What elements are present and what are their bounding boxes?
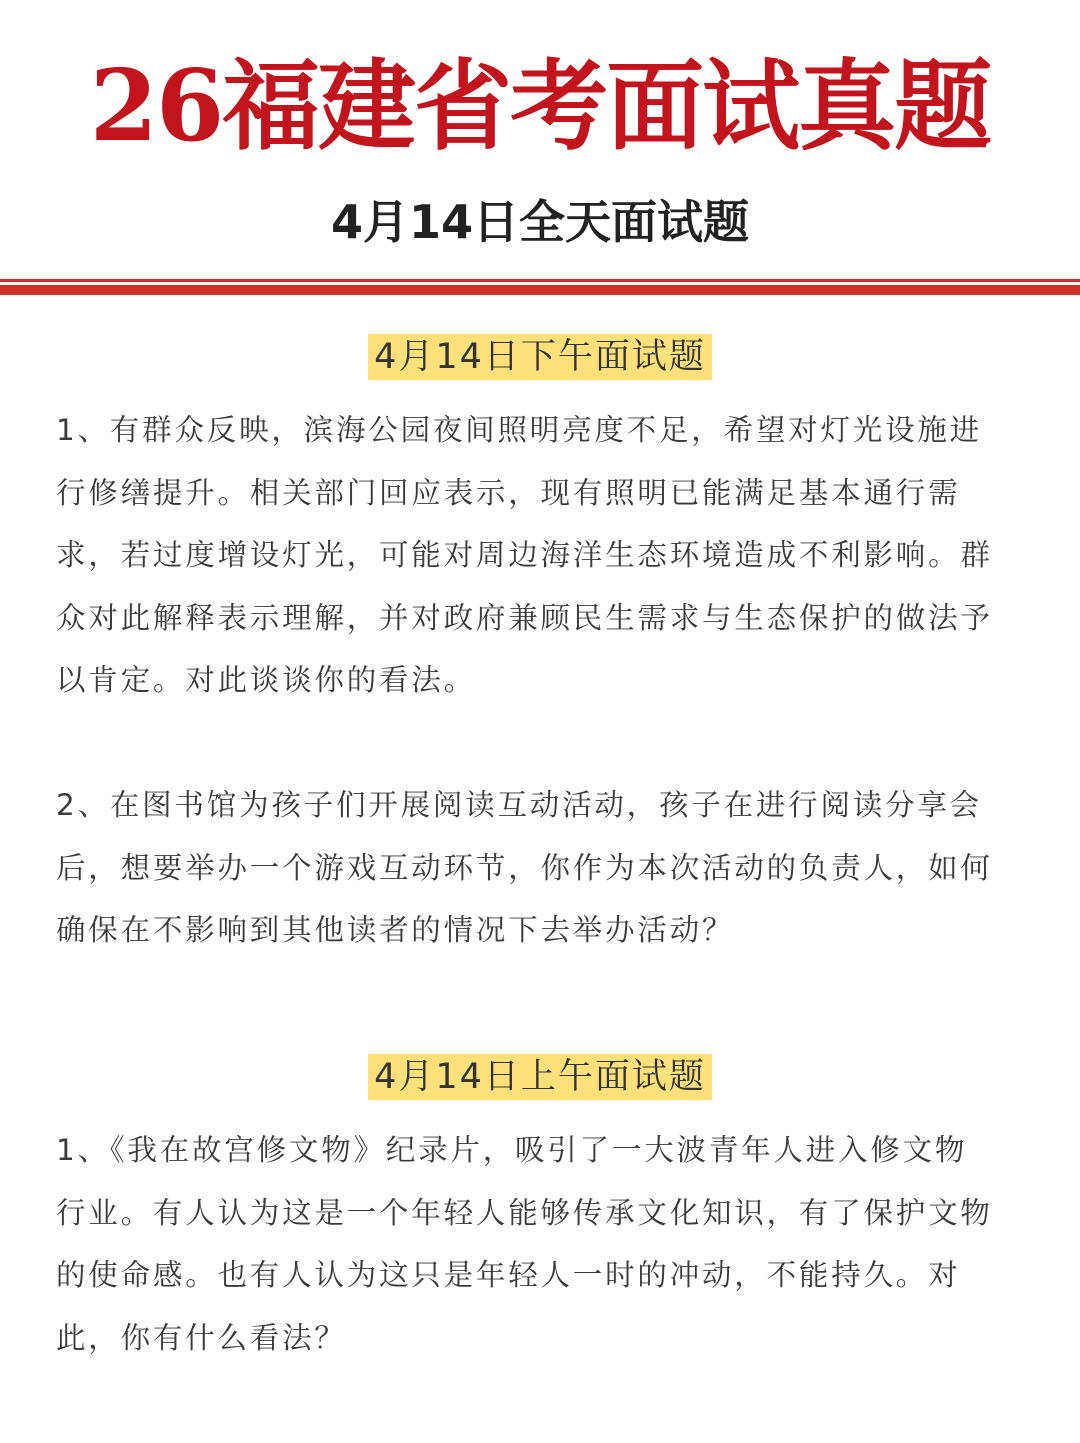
page-title: 26福建省考面试真题	[89, 49, 991, 164]
section-heading-morning	[0, 1054, 1080, 1100]
question-line: 此，你有什么看法？	[56, 1320, 347, 1355]
question-line: 确保在不影响到其他读者的情况下去举办活动？	[56, 913, 735, 948]
section-heading-afternoon	[0, 334, 1080, 380]
page-subtitle: 4月14日全天面试题	[330, 195, 750, 249]
divider-thin	[0, 279, 1080, 282]
question-line: 的使命感。也有人认为这只是年轻人一时的冲动，不能持久。对	[56, 1258, 961, 1293]
question-afternoon-2	[56, 774, 1036, 962]
question-line: 求，若过度增设灯光，可能对周边海洋生态环境造成不利影响。群	[56, 538, 993, 573]
question-line: 1、《我在故宫修文物》纪录片，吸引了一大波青年人进入修文物	[56, 1133, 968, 1167]
section-heading-label: 4月14日下午面试题	[368, 334, 712, 380]
question-line: 行修缮提升。相关部门回应表示，现有照明已能满足基本通行需	[56, 475, 961, 510]
question-line: 1、有群众反映，滨海公园夜间照明亮度不足，希望对灯光设施进	[56, 413, 982, 447]
question-line: 以肯定。对此谈谈你的看法。	[56, 663, 476, 698]
question-line: 众对此解释表示理解，并对政府兼顾民生需求与生态保护的做法予	[56, 600, 993, 635]
question-morning-1	[56, 1119, 1036, 1369]
question-line: 2、在图书馆为孩子们开展阅读互动活动，孩子在进行阅读分享会	[56, 788, 982, 822]
question-line: 后，想要举办一个游戏互动环节，你作为本次活动的负责人，如何	[56, 850, 993, 885]
divider-thick	[0, 285, 1080, 295]
section-heading-label: 4月14日上午面试题	[368, 1054, 712, 1100]
question-line: 行业。有人认为这是一个年轻人能够传承文化知识，有了保护文物	[56, 1195, 993, 1230]
question-afternoon-1	[56, 399, 1036, 712]
